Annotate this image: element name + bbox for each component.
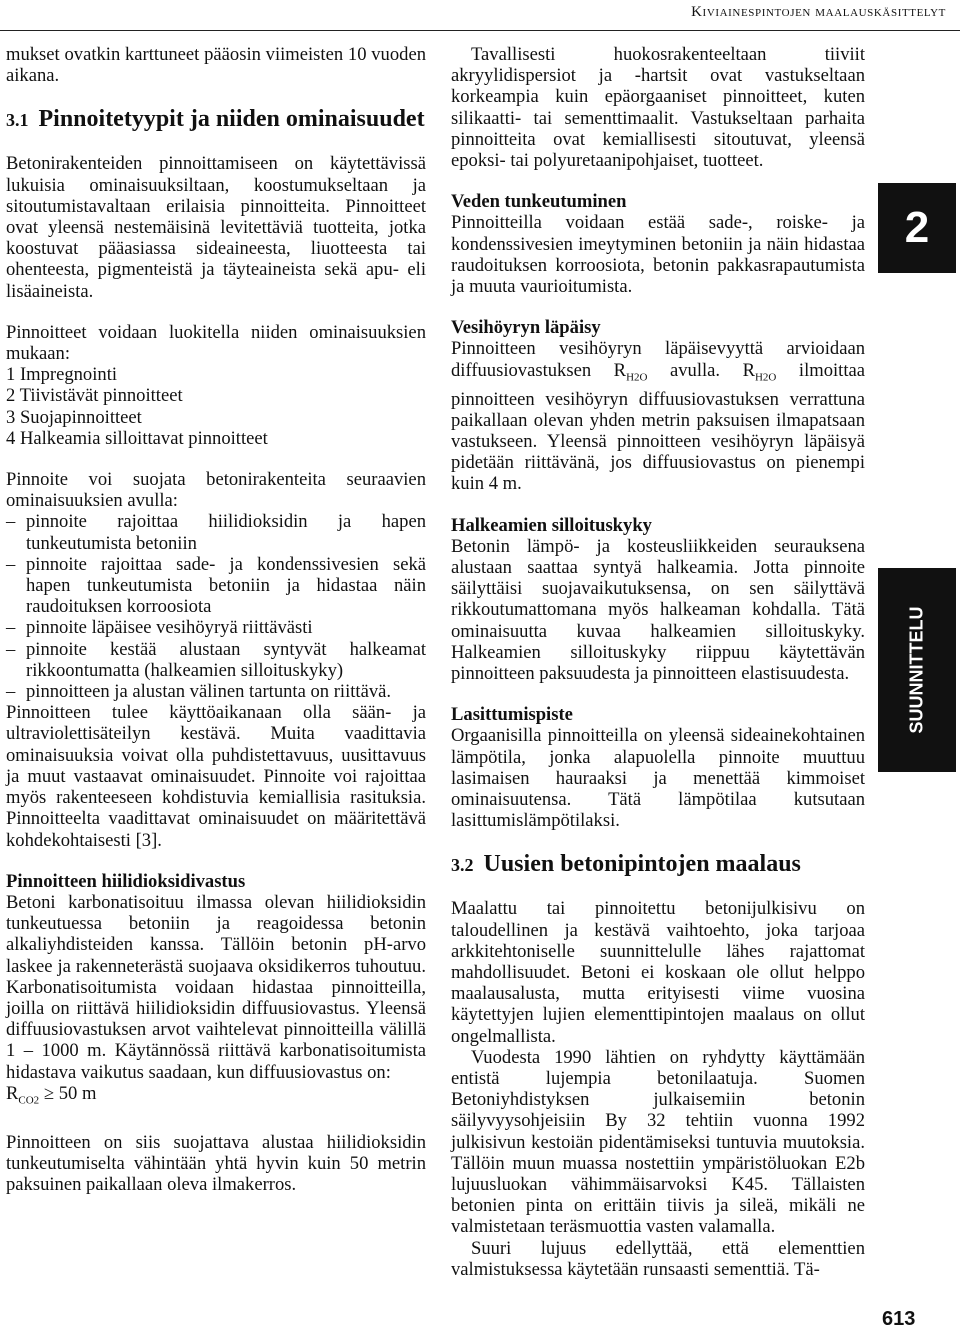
page-number: 613 <box>882 1308 916 1330</box>
paragraph: Tavallisesti huokosrakenteeltaan tiiviit akryylidispersiot ja -hartsit ovat vastukseltaan korkeampia kuin epäorgaaniset pinnoitteet, kuten silikaatti- tai sementtimaalit. Vastukseltaan parhaita pinnoitteita ovat kemiallisesti sitoutuvat, yleensä epoksi- tai polyuretaanipohjaiset, tuotteet. <box>451 44 865 172</box>
chapter-number-tab: 2 <box>878 183 956 273</box>
subheading: Halkeamien silloituskyky <box>451 514 652 536</box>
dash-item: – pinnoite rajoittaa sade- ja kondenssivesien sekä hapen tunkeutumista betoniin ja hidastaa näin raudoituksen korroosiota <box>6 553 426 618</box>
list-item: 2 Tiivistävät pinnoitteet <box>6 385 183 407</box>
section-number: 3.1 <box>6 110 29 131</box>
dash-item: – pinnoitteen ja alustan välinen tartunta on riittävä. <box>6 681 392 703</box>
dash-item: – pinnoite rajoittaa hiilidioksidin ja hapen tunkeutumista betoniin <box>6 511 426 554</box>
right-column <box>451 44 865 1280</box>
intro-paragraph: mukset ovatkin karttuneet pääosin viimeisten 10 vuoden aikana. <box>6 44 426 87</box>
header-rule <box>0 30 960 31</box>
list-item: 4 Halkeamia silloittavat pinnoitteet <box>6 427 268 449</box>
subheading: Vesihöyryn läpäisy <box>451 317 601 339</box>
chapter-side-tab <box>878 568 956 772</box>
dash-item: – pinnoite läpäisee vesihöyryä riittävästi <box>6 617 313 639</box>
left-column <box>6 44 426 1195</box>
paragraph: Pinnoitteet voidaan luokitella niiden ominaisuuksien mukaan: <box>6 321 426 365</box>
paragraph: Vuodesta 1990 lähtien on ryhdytty käyttämään entistä lujempia betonilaatuja. Suomen Betoniyhdistyksen julkaisemiin betonin säilyvyysohjeisiin By 32 tehtiin vuonna 1992 julkisivun kestoiän pidentämiseksi tuntuvia muutoksia. Tällöin muun muassa nostettiin ympäristöluokan E2b lujuusluokan vähimmäisarvoksi K45. Tällaisten betonien pinta on erittäin tiivis ja sileä, mikäli ne valmistetaan teräsmuottia vasten valamalla. <box>451 1046 865 1238</box>
paragraph: Pinnoitteen tulee käyttöaikanaan olla sään- ja ultraviolettisäteilyn kestävä. Muita vaadittavia ominaisuuksia voivat olla puhdistettavuus, uusittavuus ja muut vastaavat ominaisuudet. Pinnoite voi rajoittaa myös rakenteeseen kohdistuvia kemiallisia rasituksia. Pinnoitteelta vaadittavat ominaisuudet on määritettävä kohdekohtaisesti [3]. <box>6 702 426 851</box>
side-tab-label: SUUNNITTELU <box>906 606 927 734</box>
section-title: Pinnoitetyypit ja niiden ominaisuudet <box>38 106 425 133</box>
paragraph: Betonirakenteiden pinnoittamiseen on käytettävissä lukuisia ominaisuuksiltaan, koostumukseltaan ja sitoutumistavaltaan erilaisia pinnoitteita. Pinnoitteet ovat yleensä nestemäisinä levitettäviä tuotteita, jotka koostuvat pääasiassa sideaineesta, liuotteesta tai ohenteesta, pigmenteistä ja täyteaineista sekä apu- eli lisäaineista. <box>6 153 426 302</box>
running-header: Kiviainespintojen maalauskäsittelyt <box>691 4 946 20</box>
dash-item: – pinnoite kestää alustaan syntyvät halkeamat rikkoontumatta (halkeamien silloituskyky) <box>6 638 426 681</box>
list-item: 3 Suojapinnoitteet <box>6 406 142 428</box>
section-title: Uusien betonipintojen maalaus <box>483 851 801 878</box>
paragraph: Betoni karbonatisoituu ilmassa olevan hiilidioksidin tunkeutuessa betoniin ja reagoidessa betonin alkaliyhdisteiden kanssa. Tällöin betonin pH-arvo laskee ja rakenneterästä suojaava oksidikerros tuhoutuu. Karbonatisoitumista voidaan hidastaa pinnoitteilla, joilla on riittävä hiilidioksidin diffuusiovastus. Yleensä diffuusiovastuksen arvot vaihtelevat pinnoitteilla välillä 1 – 1000 m. Käytännössä riittävä karbonatisoitumista hidastava vaikutus saadaan, kun diffuusiovastus on: <box>6 891 426 1083</box>
subheading: Pinnoitteen hiilidioksidivastus <box>6 870 246 892</box>
section-heading <box>451 851 865 878</box>
paragraph: Suuri lujuus edellyttää, että elementtien valmistuksessa käytetään runsaasti sementtiä. Tä- <box>451 1237 865 1280</box>
paragraph: Pinnoitteilla voidaan estää sade-, roiske- ja kondenssivesien imeytyminen betoniin ja näin hidastaa raudoituksen korroosiota, betonin pakkasrapautumista ja muuta vaurioitumista. <box>451 212 865 298</box>
formula: $R_{CO2} \ge 50$ m <box>6 1082 97 1107</box>
paragraph: Maalattu tai pinnoitettu betonijulkisivu on taloudellinen ja kestävä vaihtoehto, joka tarjoaa arkkitehtoniselle suunnittelulle lähes rajattomat mahdollisuudet. Betoni ei koskaan ole ollut helppo maalausalusta, mutta erityisesti viime vuosina käytettyjen lujien elementtipintojen maalaus on ollut ongelmallista. <box>451 898 865 1047</box>
paragraph: Pinnoitteen on siis suojattava alustaa hiilidioksidin tunkeutumiselta vähintään yhtä hyvin kuin 50 metrin paksuinen paikallaan oleva ilmakerros. <box>6 1131 426 1196</box>
subheading: Veden tunkeutuminen <box>451 191 627 213</box>
list-item: 1 Impregnointi <box>6 364 118 386</box>
paragraph: Orgaanisilla pinnoitteilla on yleensä sideainekohtainen lämpötila, jonka alapuolella pinnoite muuttuu lasimaisen hauraaksi ja menettää kimmoiset ominaisuutensa. Tätä lämpötilaa kutsutaan lasittumislämpötilaksi. <box>451 725 865 832</box>
paragraph: Betonin lämpö- ja kosteusliikkeiden seurauksena alustaan saattaa syntyä halkeamia. Jotta pinnoite säilyttäisi suojavaikutuksensa, on sen säilyttävä rikkoutumattomana myös halkeaman kohdalla. Tätä ominaisuutta kuvaa halkeamien silloituskyky. Halkeamien silloituskyky riippuu käytettävän pinnoitteen paksuudesta ja pinnoitteen elastisuudesta. <box>451 535 865 684</box>
subheading: Lasittumispiste <box>451 704 573 726</box>
section-number: 3.2 <box>451 855 474 876</box>
section-heading <box>6 106 426 133</box>
paragraph: Pinnoite voi suojata betonirakenteita seuraavien ominaisuuksien avulla: <box>6 469 426 512</box>
paragraph: Pinnoitteen vesihöyryn läpäisevyyttä arvioidaan diffuusiovastuksen $R_{H2O}$ avulla. $R_{H2O}$ ilmoittaa pinnoitteen vesihöyryn diffuusiovastuksen verrattuna paikallaan olevan yhden metrin paksuisen ilmapatsaan vastukseen. Yleensä pinnoitteen vesihöyryn läpäisyä pidetään riittävänä, jos diffuusiovastus on pienempi kuin 4 m. <box>451 338 865 495</box>
